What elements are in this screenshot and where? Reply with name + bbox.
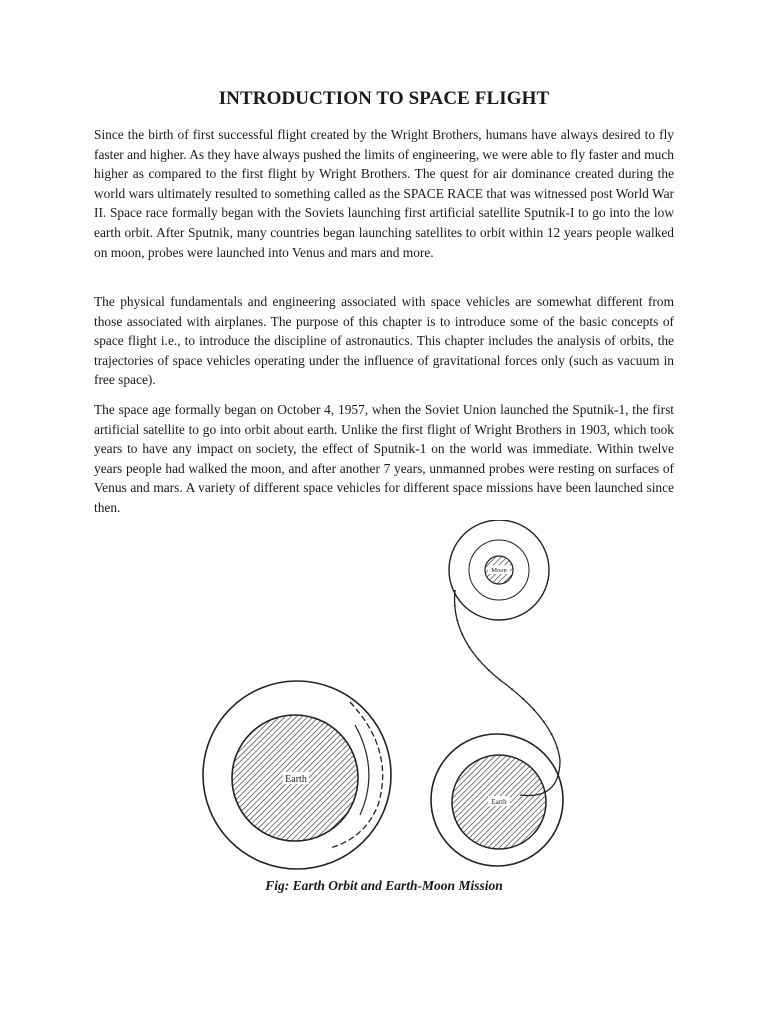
figure-caption: Fig: Earth Orbit and Earth-Moon Mission bbox=[265, 878, 503, 893]
paragraph-2: The physical fundamentals and engineering associated with space vehicles are somewhat different from those associated with airplanes. The purpose of this chapter is to introduce some of the basic concepts of space flight i.e., to introduce the discipline of astronautics. This chapter includes the analysis of orbits, the trajectories of space vehicles operating under the influence of gravitational forces only (such as vacuum in free space). bbox=[94, 294, 674, 388]
earth-moon-mission-diagram bbox=[431, 520, 563, 866]
paragraph-3: The space age formally began on October 4, 1957, when the Soviet Union launched the Sputnik-1, the first artificial satellite to go into orbit about earth. Unlike the first flight of Wright Brothers in 1903, which took years to have any impact on society, the effect of Sputnik-1 on the world was immediate. Within twelve years people had walked the moon, and after another 7 years, unmanned probes were resting on surfaces of Venus and mars. A variety of different space vehicles for different space missions have been launched since then. bbox=[94, 402, 674, 515]
paragraph-1: Since the birth of first successful flight created by the Wright Brothers, humans have always desired to fly faster and higher. As they have always pushed the limits of engineering, we were able to fly faster and much higher as compared to the first flight by Wright Brothers. The quest for air dominance created during the world wars ultimately resulted to something called as the SPACE RACE that was witnessed post World War II. Space race formally began with the Soviets launching first artificial satellite Sputnik-I to go into the low earth orbit. After Sputnik, many countries began launching satellites to orbit within 12 years people walked on moon, probes were launched into Venus and mars and more. bbox=[94, 127, 674, 260]
orbit-diagram bbox=[0, 520, 768, 870]
earth-label-right: Earth bbox=[491, 798, 507, 806]
earth-orbit-diagram bbox=[203, 681, 391, 869]
moon-label: Moon bbox=[491, 567, 507, 574]
page-title: INTRODUCTION TO SPACE FLIGHT bbox=[218, 88, 550, 109]
orbit-figure bbox=[0, 520, 768, 870]
earth-label: Earth bbox=[285, 774, 307, 785]
